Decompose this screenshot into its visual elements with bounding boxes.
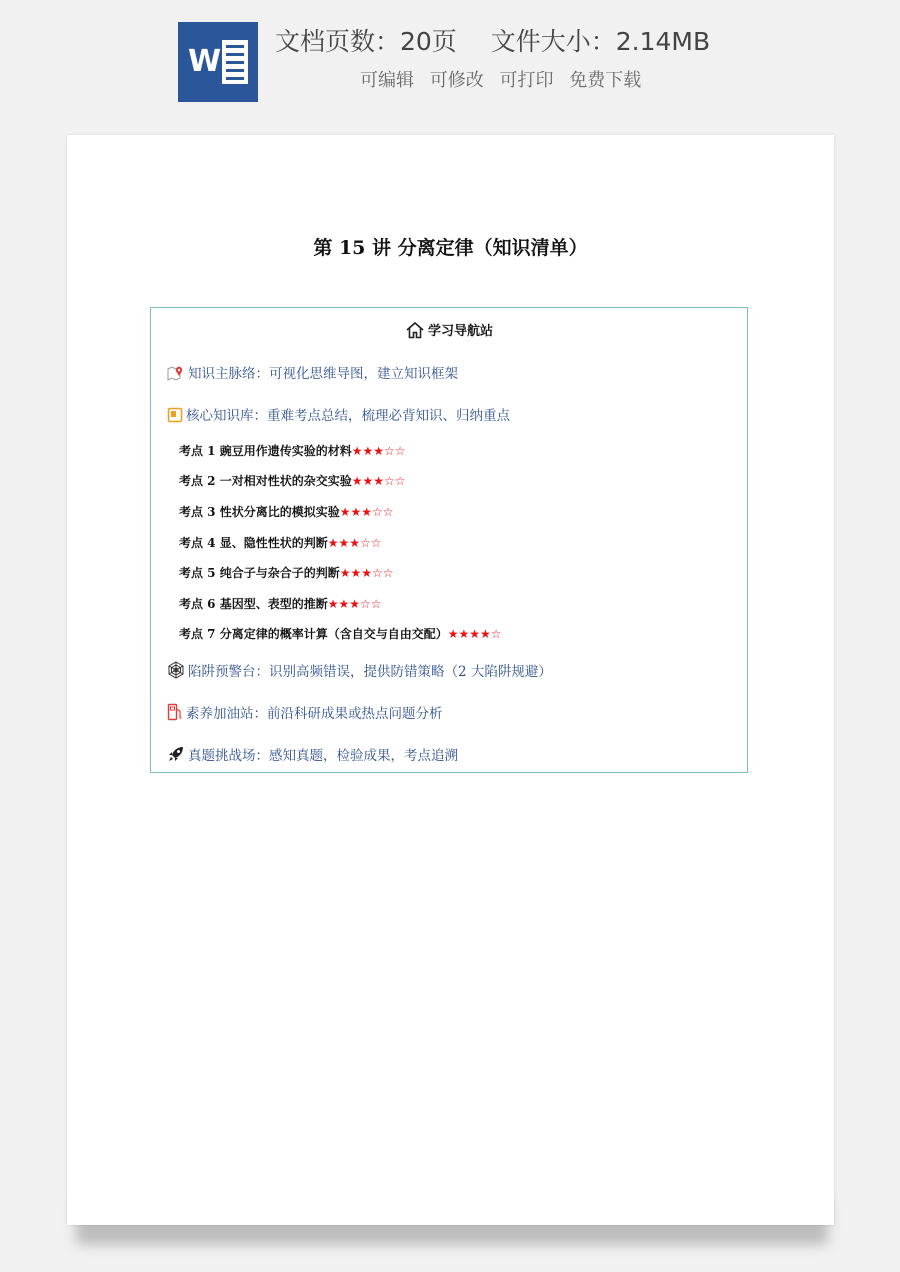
section-core-knowledge: 核心知识库：重难考点总结，梳理必背知识、归纳重点 [167,404,510,424]
download-banner [0,0,900,120]
rating-stars: ★★★☆☆ [351,474,406,488]
list-item: 考点 3 性状分离比的模拟实验★★★☆☆ [179,505,394,519]
document-page [67,135,834,1225]
rating-stars: ★★★☆☆ [351,444,406,458]
section-exam-challenge: 真题挑战场：感知真题，检验成果，考点追溯 [167,744,458,764]
nav-title [151,320,747,339]
action-printable: 可打印 [499,70,554,91]
list-item: 考点 6 基因型、表型的推断★★★☆☆ [179,597,382,611]
map-pin-icon [167,365,185,381]
list-item: 考点 4 显、隐性性状的判断★★★☆☆ [179,536,382,550]
list-item: 考点 2 一对相对性状的杂交实验★★★☆☆ [179,474,406,488]
nav-title-text: 学习导航站 [427,324,493,339]
fuel-pump-icon [167,703,183,721]
file-size: 文件大小：2.14MB [490,27,711,56]
rating-stars: ★★★★☆ [447,627,502,641]
spider-web-icon [167,661,185,679]
section-knowledge-map: 知识主脉络：可视化思维导图，建立知识框架 [167,362,458,382]
rating-stars: ★★★☆☆ [327,536,382,550]
page-count: 文档页数：20页 [275,27,457,56]
word-logo-icon: W [178,22,258,102]
document-meta [275,22,736,58]
section-trap-warning: 陷阱预警台：识别高频错误，提供防错策略（2 大陷阱规避） [167,660,552,680]
section-literacy-station: 素养加油站：前沿科研成果或热点问题分析 [167,702,443,722]
rating-stars: ★★★☆☆ [327,597,382,611]
rating-stars: ★★★☆☆ [339,505,394,519]
study-navigation-box [150,307,748,773]
action-modifiable: 可修改 [429,70,484,91]
home-icon [405,321,425,339]
list-item: 考点 7 分离定律的概率计算（含自交与自由交配）★★★★☆ [179,627,502,641]
action-editable: 可编辑 [360,70,414,91]
list-item: 考点 1 豌豆用作遗传实验的材料★★★☆☆ [179,444,406,458]
page-title: 第 15 讲 分离定律（知识清单） [313,237,588,259]
list-item: 考点 5 纯合子与杂合子的判断★★★☆☆ [179,566,394,580]
rating-stars: ★★★☆☆ [339,566,394,580]
document-actions [360,66,651,92]
rocket-icon [167,745,185,763]
book-icon [167,407,183,423]
action-free-download: 免费下载 [569,70,642,91]
